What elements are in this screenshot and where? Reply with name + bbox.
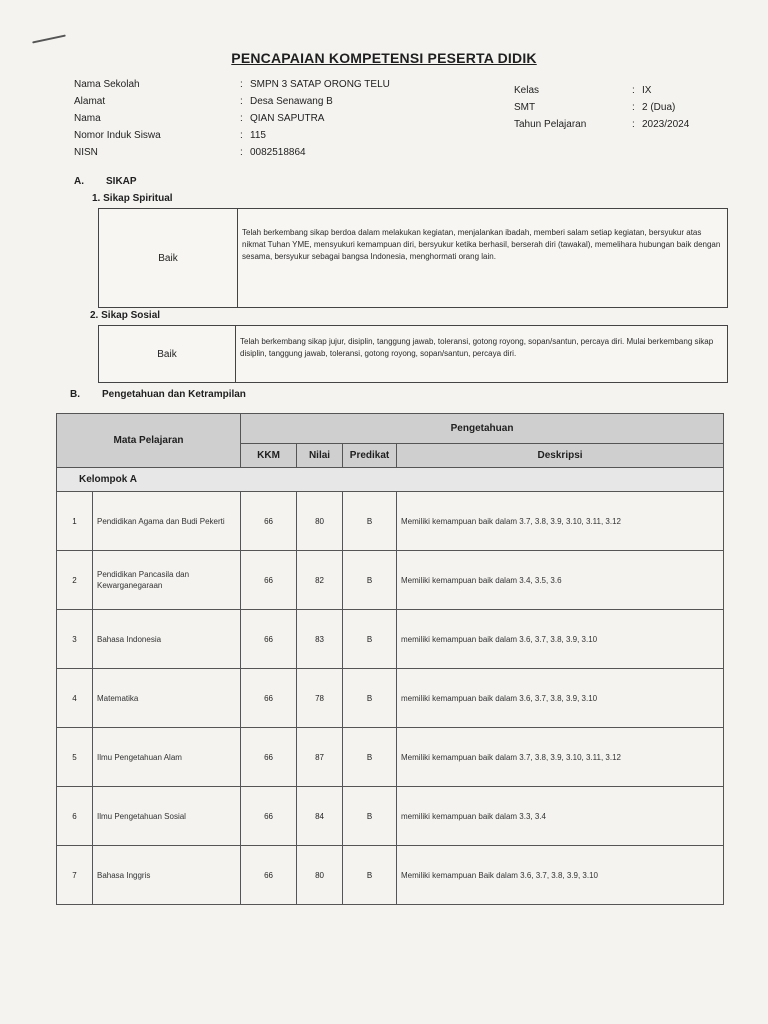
row-nilai: 84	[297, 787, 343, 846]
identity-value: 2 (Dua)	[642, 102, 676, 113]
row-predikat: B	[343, 728, 397, 787]
header-predikat: Predikat	[343, 444, 397, 468]
row-subject: Ilmu Pengetahuan Sosial	[93, 787, 241, 846]
identity-right	[514, 82, 742, 133]
identity-value: IX	[642, 85, 652, 96]
row-predikat: B	[343, 610, 397, 669]
row-number: 4	[57, 669, 93, 728]
row-deskripsi: Memiliki kemampuan Baik dalam 3.6, 3.7, 3.8, 3.9, 3.10	[397, 846, 724, 905]
row-kkm: 66	[241, 669, 297, 728]
identity-row-name	[74, 110, 450, 127]
colon: :	[240, 79, 243, 90]
row-deskripsi: memiliki kemampuan baik dalam 3.6, 3.7, 3.8, 3.9, 3.10	[397, 669, 724, 728]
section-b-letter: B.	[70, 389, 80, 400]
row-subject: Bahasa Indonesia	[93, 610, 241, 669]
row-deskripsi: Memiliki kemampuan baik dalam 3.7, 3.8, 3.9, 3.10, 3.11, 3.12	[397, 492, 724, 551]
colon: :	[240, 113, 243, 124]
row-kkm: 66	[241, 728, 297, 787]
row-deskripsi: memiliki kemampuan baik dalam 3.6, 3.7, 3.8, 3.9, 3.10	[397, 610, 724, 669]
spiritual-description: Telah berkembang sikap berdoa dalam melakukan kegiatan, menjalankan ibadah, memberi salam setiap kegiatan, bersyukur atas nikmat Tuhan YME, mensyukuri kemampuan diri, bersyukur ketika berhasil, berserah diri (tawakal), memelihara hubungan baik dengan sesama, bersyukur sebagai bangsa Indonesia, menghormati orang lain.	[242, 228, 721, 261]
identity-label: NISN	[74, 147, 98, 158]
spiritual-heading: 1. Sikap Spiritual	[92, 193, 173, 204]
section-b-title: Pengetahuan dan Ketrampilan	[102, 389, 246, 400]
row-number: 7	[57, 846, 93, 905]
page-title: PENCAPAIAN KOMPETENSI PESERTA DIDIK	[231, 50, 537, 66]
identity-row-nis	[74, 127, 450, 144]
identity-label: Alamat	[74, 96, 106, 107]
identity-value: Desa Senawang B	[250, 96, 333, 107]
row-subject: Pendidikan Pancasila dan Kewarganegaraan	[93, 551, 241, 610]
identity-label: Nama Sekolah	[74, 79, 140, 90]
row-predikat: B	[343, 551, 397, 610]
header-subject: Mata Pelajaran	[57, 414, 241, 468]
table-row	[57, 669, 724, 728]
header-nilai: Nilai	[297, 444, 343, 468]
row-number: 1	[57, 492, 93, 551]
identity-row-semester	[514, 99, 742, 116]
row-deskripsi: Memiliki kemampuan baik dalam 3.4, 3.5, 3.6	[397, 551, 724, 610]
row-nilai: 78	[297, 669, 343, 728]
row-number: 2	[57, 551, 93, 610]
colon: :	[240, 130, 243, 141]
identity-row-year	[514, 116, 742, 133]
colon: :	[632, 85, 635, 96]
identity-row-class	[514, 82, 742, 99]
identity-value: 0082518864	[250, 147, 306, 158]
row-deskripsi: Memiliki kemampuan baik dalam 3.7, 3.8, 3.9, 3.10, 3.11, 3.12	[397, 728, 724, 787]
identity-label: Tahun Pelajaran	[514, 119, 587, 130]
identity-left	[74, 76, 450, 161]
table-row	[57, 551, 724, 610]
row-predikat: B	[343, 846, 397, 905]
row-nilai: 80	[297, 846, 343, 905]
row-nilai: 80	[297, 492, 343, 551]
table-header-row	[57, 414, 724, 444]
row-kkm: 66	[241, 551, 297, 610]
colon: :	[240, 147, 243, 158]
header-knowledge: Pengetahuan	[241, 414, 724, 444]
table-row	[57, 728, 724, 787]
table-row	[57, 492, 724, 551]
identity-value: 115	[250, 130, 266, 141]
row-nilai: 87	[297, 728, 343, 787]
colon: :	[240, 96, 243, 107]
row-kkm: 66	[241, 492, 297, 551]
row-subject: Ilmu Pengetahuan Alam	[93, 728, 241, 787]
row-nilai: 82	[297, 551, 343, 610]
row-subject: Pendidikan Agama dan Budi Pekerti	[93, 492, 241, 551]
row-number: 6	[57, 787, 93, 846]
row-number: 3	[57, 610, 93, 669]
identity-label: Kelas	[514, 85, 540, 96]
identity-label: Nama	[74, 113, 101, 124]
header-deskripsi: Deskripsi	[397, 444, 724, 468]
row-kkm: 66	[241, 846, 297, 905]
social-description: Telah berkembang sikap jujur, disiplin, tanggung jawab, toleransi, gotong royong, sopan/santun, percaya diri. Mulai berkembang sikap disiplin, tanggung jawab, toleransi, gotong royong, sopan/santun, percaya diri.	[240, 337, 714, 358]
section-a-title: SIKAP	[106, 176, 137, 187]
row-kkm: 66	[241, 787, 297, 846]
row-subject: Matematika	[93, 669, 241, 728]
row-predikat: B	[343, 669, 397, 728]
row-deskripsi: memiliki kemampuan baik dalam 3.3, 3.4	[397, 787, 724, 846]
table-row	[57, 846, 724, 905]
row-kkm: 66	[241, 610, 297, 669]
identity-row-nisn	[74, 144, 450, 161]
table-row	[57, 610, 724, 669]
header-kkm: KKM	[241, 444, 297, 468]
grades-table	[56, 413, 724, 905]
identity-value: SMPN 3 SATAP ORONG TELU	[250, 79, 390, 90]
scan-mark	[32, 34, 66, 43]
identity-row-address	[74, 93, 450, 110]
spiritual-box	[98, 208, 728, 308]
row-number: 5	[57, 728, 93, 787]
row-subject: Bahasa Inggris	[93, 846, 241, 905]
identity-value: QIAN SAPUTRA	[250, 113, 325, 124]
identity-value: 2023/2024	[642, 119, 690, 130]
colon: :	[632, 119, 635, 130]
social-box	[98, 325, 728, 383]
section-a-letter: A.	[74, 176, 84, 187]
social-heading: 2. Sikap Sosial	[90, 310, 161, 321]
group-row	[57, 468, 724, 492]
table-row	[57, 787, 724, 846]
social-predicate: Baik	[99, 326, 236, 382]
identity-label: SMT	[514, 102, 536, 113]
colon: :	[632, 102, 635, 113]
row-predikat: B	[343, 787, 397, 846]
identity-row-school	[74, 76, 450, 93]
row-nilai: 83	[297, 610, 343, 669]
group-label: Kelompok A	[57, 468, 724, 492]
identity-label: Nomor Induk Siswa	[74, 130, 161, 141]
row-predikat: B	[343, 492, 397, 551]
spiritual-predicate: Baik	[99, 209, 238, 307]
